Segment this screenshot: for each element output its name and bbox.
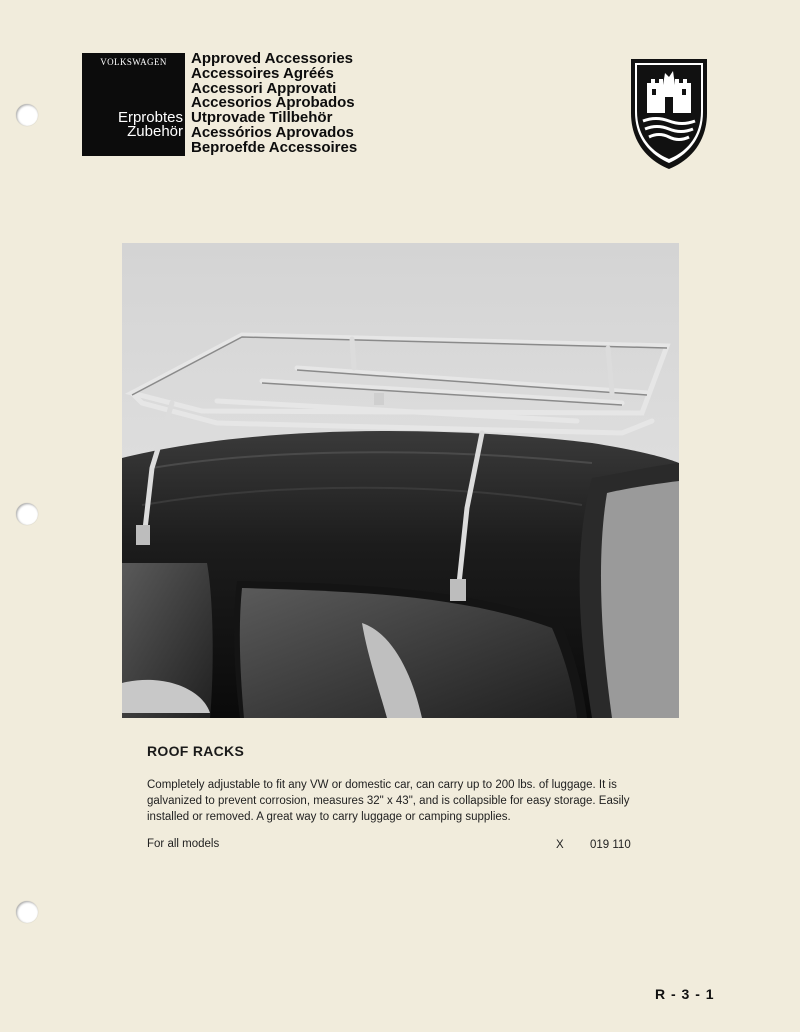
title-italian: Accessori Approvati <box>191 79 337 97</box>
brand-subtitle-line1: Erprobtes <box>117 109 183 126</box>
part-number: 019 110 <box>590 839 631 851</box>
brand-logo-box <box>82 53 185 156</box>
brand-subtitle <box>82 111 183 139</box>
title-spanish: Accesorios Aprobados <box>191 94 355 112</box>
title-english: Approved Accessories <box>191 50 354 67</box>
code-letter: X <box>556 839 564 851</box>
roof-rack-photo <box>122 243 679 718</box>
punch-hole-bottom <box>16 901 38 923</box>
multilingual-titles <box>191 52 357 156</box>
title-swedish: Utprovade Tillbehör <box>191 109 333 127</box>
title-french: Accessoires Agréés <box>191 64 334 82</box>
wolfsburg-crest-icon <box>627 55 711 173</box>
title-dutch: Beproefde Accessoires <box>191 138 358 156</box>
brand-subtitle-line2: Zubehör <box>127 123 183 140</box>
brand-name: VOLKSWAGEN <box>100 57 167 67</box>
product-description: Completely adjustable to fit any VW or domestic car, can carry up to 200 lbs. of luggage. It is galvanized to prevent corrosion, measures 32" x 43", and is collapsible for easy storage. Easily installed or removed. A great way to carry luggage or camping supplies. <box>147 779 630 823</box>
product-heading: ROOF RACKS <box>147 743 245 759</box>
applicability-text: For all models <box>147 838 220 850</box>
punch-hole-middle <box>16 503 38 525</box>
page-reference: R - 3 - 1 <box>655 986 715 1002</box>
punch-hole-top <box>16 104 38 126</box>
title-portuguese: Acessórios Aprovados <box>191 123 354 141</box>
